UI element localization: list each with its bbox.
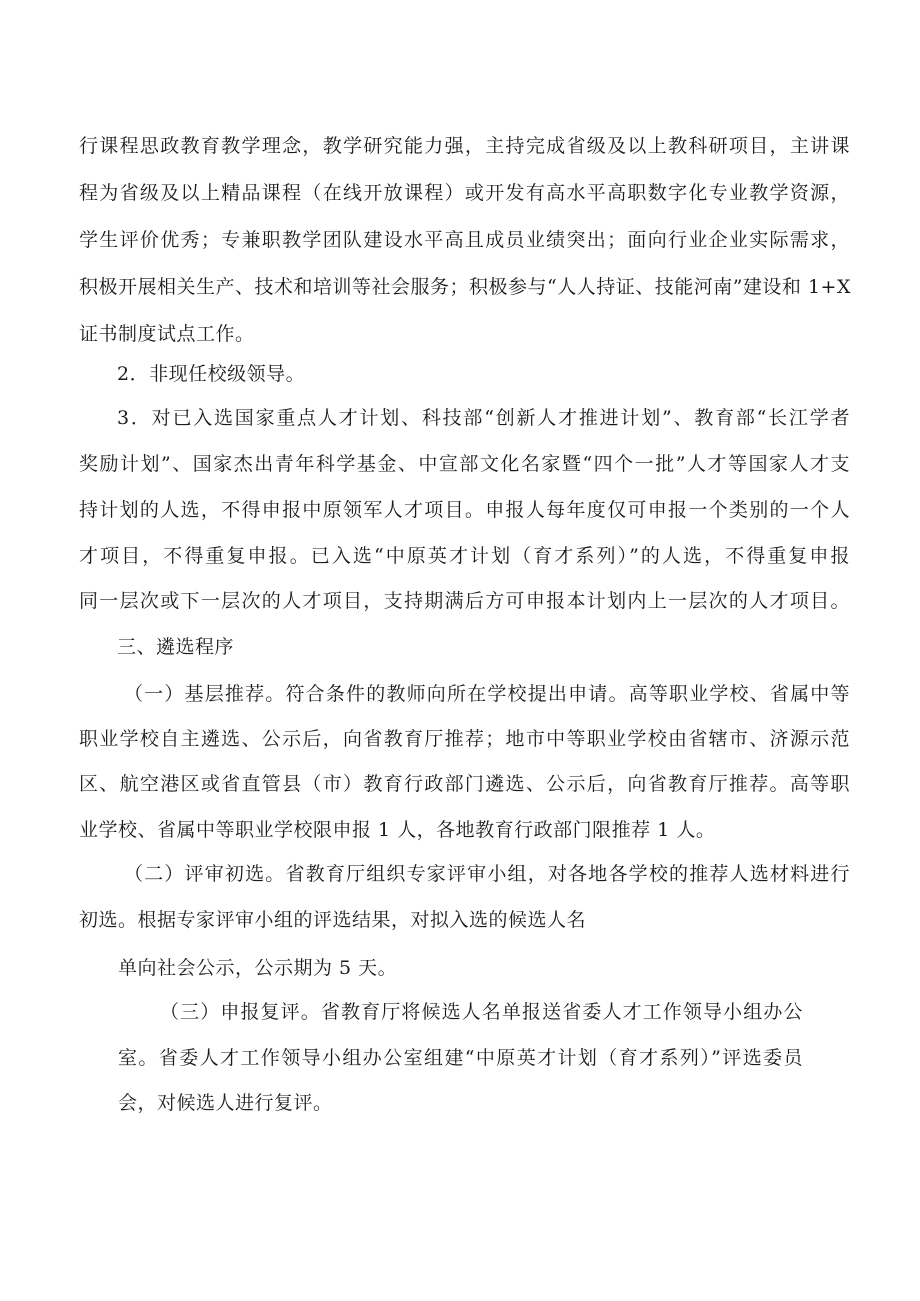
text-line-15: 区、航空港区或省直管县（市）教育行政部门遴选、公示后，向省教育厅推荐。高等职 xyxy=(79,773,850,795)
text-line-21: 室。省委人才工作领导小组办公室组建“中原英才计划（育才系列）”评选委员 xyxy=(118,1047,803,1069)
text-line-19: 单向社会公示，公示期为 5 天。 xyxy=(118,957,398,979)
text-line-3: 学生评价优秀；专兼职教学团队建设水平高且成员业绩突出；面向行业企业实际需求， xyxy=(79,229,850,251)
text-line-17: （二）评审初选。省教育厅组织专家评审小组，对各地各学校的推荐人选材料进行 xyxy=(124,863,850,885)
text-line-18: 初选。根据专家评审小组的评选结果，对拟入选的候选人名 xyxy=(79,909,587,931)
text-line-13: （一）基层推荐。符合条件的教师向所在学校提出申请。高等职业学校、省属中等 xyxy=(124,683,850,705)
text-line-22: 会，对候选人进行复评。 xyxy=(118,1092,333,1114)
text-line-5: 证书制度试点工作。 xyxy=(79,323,255,345)
text-line-10: 才项目，不得重复申报。已入选“中原英才计划（育才系列）”的人选，不得重复申报 xyxy=(79,545,850,567)
text-line-6: 2．非现任校级领导。 xyxy=(117,363,306,385)
text-line-20: （三）申报复评。省教育厅将候选人名单报送省委人才工作领导小组办公 xyxy=(160,1001,803,1023)
text-line-16: 业学校、省属中等职业学校限申报 1 人，各地教育行政部门限推荐 1 人。 xyxy=(79,819,716,841)
text-line-9: 持计划的人选，不得申报中原领军人才项目。申报人每年度仅可申报一个类别的一个人 xyxy=(79,499,850,521)
text-line-14: 职业学校自主遴选、公示后，向省教育厅推荐；地市中等职业学校由省辖市、济源示范 xyxy=(79,728,850,750)
text-line-2: 程为省级及以上精品课程（在线开放课程）或开发有高水平高职数字化专业教学资源， xyxy=(79,182,850,204)
section-heading-3: 三、遴选程序 xyxy=(117,636,235,658)
text-line-7: 3．对已入选国家重点人才计划、科技部“创新人才推进计划”、教育部“长江学者 xyxy=(117,407,850,429)
text-line-1: 行课程思政教育教学理念，教学研究能力强，主持完成省级及以上教科研项目，主讲课 xyxy=(79,135,850,157)
text-line-4: 积极开展相关生产、技术和培训等社会服务；积极参与“人人持证、技能河南”建设和 1+X xyxy=(79,276,852,298)
text-line-11: 同一层次或下一层次的人才项目，支持期满后方可申报本计划内上一层次的人才项目。 xyxy=(79,590,850,612)
text-line-8: 奖励计划”、国家杰出青年科学基金、中宣部文化名家暨“四个一批”人才等国家人才支 xyxy=(79,453,850,475)
